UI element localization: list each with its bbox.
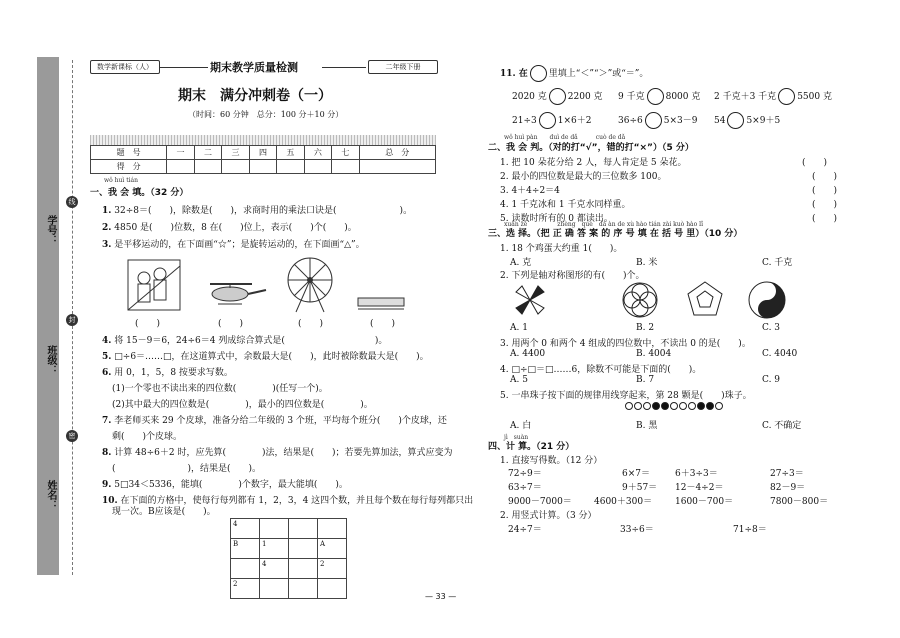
compare-right: 2200 克 [567,92,603,102]
grid-cell[interactable] [289,559,318,579]
picture-mark[interactable]: ( ) [135,319,161,329]
section3-pinyin: xuǎn zé zhèng què dá àn de xù hào tián zài kuò hào lǐ [504,221,703,228]
choice-option[interactable]: A. 克 [510,258,532,268]
paper-title: 期末 满分冲刺卷（一） [178,88,332,104]
seal-mark-dense: 密 [66,430,78,442]
q-text: 计算 48÷6＋2 时，应先算( )法，结果是( )；若要先算加法，算式应变为 [114,448,453,458]
grid-cell[interactable] [318,579,347,599]
section2-title: 二、我 会 判。（对的打“√”，错的打“×”）（5 分） [488,143,694,153]
table-row [91,146,436,160]
oral-calc[interactable]: 6＋3÷3＝ [675,469,718,479]
compare-left: 2020 克 [512,92,547,102]
q-number: 3. [102,240,112,250]
compare-item [618,88,700,105]
picture-mark[interactable]: ( ) [370,319,396,329]
table-row [231,579,347,599]
score-cell[interactable] [249,160,276,174]
compare-circle-icon [530,65,547,82]
bead-white-icon [715,402,723,410]
header-rule-right [322,67,366,68]
oral-calc[interactable]: 7800－800＝ [770,497,829,507]
score-header-cell: 六 [304,146,331,160]
compare-right: 5500 克 [797,92,832,102]
choice-q: 3. 用两个 0 和两个 4 组成的四位数中，不读出 0 的是( )。 [500,339,751,349]
ferris-wheel-icon [288,258,332,312]
score-row-label: 得 分 [91,160,167,174]
oral-calc[interactable]: 4600＋300＝ [594,497,653,507]
q8 [102,445,453,458]
compare-right: 5×9＋5 [746,116,781,126]
grid-cell[interactable]: 2 [231,579,260,599]
vertical-calc[interactable]: 24÷7＝ [508,525,542,535]
q-text: 李老师买来 29 个皮球，准备分给二年级的 3 个班，平均每个班分( )个皮球，还 [114,416,447,426]
grid-cell[interactable] [231,559,260,579]
judge-item: 3. 4＋4÷2＝4 [500,186,560,196]
choice-option[interactable]: C. 4040 [762,349,798,359]
compare-circle[interactable] [647,88,664,105]
compare-right: 5×3－9 [663,116,698,126]
train-icon [358,298,404,309]
compare-circle[interactable] [727,112,744,129]
bead-white-icon [688,402,696,410]
compare-right: 8000 克 [665,92,701,102]
bead-white-icon [643,402,651,410]
table-row [231,539,347,559]
choice-option[interactable]: A. 4400 [510,349,546,359]
q-number: 6. [102,368,112,378]
bead-white-icon [679,402,687,410]
judge-item: 5. 读数时所有的 0 都读出。 [500,214,613,224]
calc-sub1: 1. 直接写得数。（12 分） [500,456,603,466]
judge-item: 2. 最小的四位数是最大的三位数多 100。 [500,172,667,182]
q-number: 7. [102,416,112,426]
compare-left: 54 [714,116,726,126]
bead-string [625,401,724,411]
q-text: 将 15－9＝6，24÷6＝4 列成综合算式是( )。 [114,336,388,346]
section1-title: 一、我 会 填。（32 分） [90,188,189,198]
grid-cell[interactable]: B [231,539,260,559]
compare-left: 9 千克 [618,92,645,102]
score-header-cell: 五 [277,146,304,160]
q-number: 11. 在 [500,69,528,79]
oral-calc[interactable]: 12－4÷2＝ [675,483,724,493]
choice-option[interactable]: B. 4004 [636,349,672,359]
score-header-cell: 二 [194,146,221,160]
q9 [102,477,348,490]
student-id-label: 学号： [45,215,56,245]
bead-white-icon [625,402,633,410]
q-text: 用 0，1，5，8 按要求写数。 [114,368,233,378]
grid-cell[interactable]: 4 [260,559,289,579]
compare-item [714,88,832,105]
compare-item [714,112,780,129]
judge-blank[interactable]: ( ) [812,214,838,224]
section3-title: 三、选 择。（把 正 确 答 案 的 序 号 填 在 括 号 里）（10 分） [488,229,743,239]
score-header-cell: 四 [249,146,276,160]
choice-option[interactable]: B. 2 [636,323,655,333]
choice-option[interactable]: C. 3 [762,323,781,333]
section2-pinyin: wǒ huì pàn duì de dǎ cuò de dǎ [504,134,626,141]
oral-calc[interactable]: 9＋57＝ [622,483,658,493]
judge-blank[interactable]: ( ) [812,200,838,210]
choice-option[interactable]: C. 千克 [762,258,793,268]
score-header-cell: 三 [222,146,249,160]
oral-calc[interactable]: 72÷9＝ [508,469,542,479]
page-number: — 33 — [425,592,457,601]
q-number: 2. [102,223,112,233]
choice-q: 1. 18 个鸡蛋大约重 1( )。 [500,244,623,254]
number-grid [230,518,347,599]
bead-white-icon [634,402,642,410]
score-cell[interactable] [332,160,359,174]
choice-option[interactable]: B. 7 [636,375,655,385]
q-text: 5□34＜5336，能填( )个数字，最大能填( )。 [114,480,348,490]
vertical-calc[interactable]: 33÷6＝ [620,525,654,535]
escalator-icon [128,260,180,310]
calc-sub2: 2. 用竖式计算。（3 分） [500,511,597,521]
q6 [102,365,233,378]
q5 [102,349,429,362]
q-text: 里填上“＜”“＞”或“＝”。 [548,69,649,79]
table-row [231,559,347,579]
decorative-band [90,135,436,145]
q1 [102,203,412,216]
grid-cell[interactable] [318,519,347,539]
grid-cell[interactable]: 2 [318,559,347,579]
score-table [90,145,436,174]
q6-sub2: (2)其中最大的四位数是( )，最小的四位数是( )。 [112,400,373,410]
q-text: 在下面的方格中，使每行每列都有 1，2，3，4 这四个数，并且每个数在每行每列都只出 [120,496,474,506]
judge-blank[interactable]: ( ) [812,172,838,182]
textbook-badge: 数学新课标（人） [90,60,160,74]
score-header-cell: 总 分 [359,146,435,160]
oral-calc[interactable]: 63÷7＝ [508,483,542,493]
motion-pictures [120,252,420,314]
picture-mark[interactable]: ( ) [218,319,244,329]
grid-cell[interactable]: 4 [231,519,260,539]
compare-circle[interactable] [549,88,566,105]
table-row [231,519,347,539]
judge-blank[interactable]: ( ) [812,186,838,196]
flower-circle-icon [623,283,657,317]
score-header-cell: 一 [167,146,194,160]
vertical-calc[interactable]: 71÷8＝ [733,525,767,535]
q2 [102,220,357,233]
q-text: 是平移运动的，在下面画“☆”；是旋转运动的，在下面画“△”。 [114,240,365,250]
class-label: 班级： [45,345,56,375]
bead-black-icon [661,402,669,410]
grid-cell[interactable] [260,519,289,539]
grid-cell[interactable] [260,579,289,599]
oral-calc[interactable]: 27÷3＝ [770,469,804,479]
grid-cell[interactable]: A [318,539,347,559]
compare-item [512,112,591,129]
judge-item: 4. 1 千克冰和 1 千克水同样重。 [500,200,631,210]
compare-circle[interactable] [539,112,556,129]
score-cell[interactable] [222,160,249,174]
compare-circle[interactable] [645,112,662,129]
q4 [102,333,387,346]
q3 [102,237,365,250]
choice-option[interactable]: C. 9 [762,375,781,385]
section4-pinyin: jì suàn [504,434,529,441]
compare-left: 21÷3 [512,116,537,126]
symmetry-shapes [505,280,795,320]
q10-cont: 现一次。B应该是( )。 [112,507,216,517]
score-cell[interactable] [304,160,331,174]
compare-item [512,88,603,105]
judge-blank[interactable]: ( ) [802,158,828,168]
q7 [102,413,447,426]
grid-cell[interactable] [289,539,318,559]
score-cell[interactable] [277,160,304,174]
q-number: 5. [102,352,112,362]
choice-option[interactable]: A. 白 [510,421,532,431]
compare-left: 2 千克＋3 千克 [714,92,777,102]
score-header-cell: 题 号 [91,146,167,160]
score-cell[interactable] [359,160,435,174]
compare-item [618,112,697,129]
exam-title: 期末教学质量检测 [210,61,298,74]
choice-option[interactable]: B. 黑 [636,421,658,431]
oral-calc[interactable]: 1600－700＝ [675,497,734,507]
q-number: 8. [102,448,112,458]
oral-calc[interactable]: 9000－7000＝ [508,497,572,507]
q6-sub1: (1)一个零也不读出来的四位数( )(任写一个)。 [112,384,328,394]
score-header-cell: 七 [332,146,359,160]
bead-black-icon [706,402,714,410]
paper-subtitle: （时间：60 分钟 总分：100 分＋10 分） [188,110,344,119]
seal-mark-seal: 封 [66,314,78,326]
q-text: 4850 是( )位数，8 在( )位上，表示( )个( )。 [114,223,357,233]
oral-calc[interactable]: 82－9＝ [770,483,806,493]
q-number: 9. [102,480,112,490]
q11-title [500,65,648,82]
judge-item: 1. 把 10 朵花分给 2 人，每人肯定是 5 朵花。 [500,158,687,168]
choice-q: 2. 下列是轴对称图形的有( )个。 [500,271,645,281]
q-number: 1. [102,206,112,216]
grade-badge: 二年级下册 [368,60,438,74]
bead-black-icon [697,402,705,410]
pinwheel-icon [516,286,544,314]
compare-right: 1×6＋2 [557,116,592,126]
q-text: 32÷8＝( )，除数是( )，求商时用的乘法口诀是( )。 [114,206,413,216]
oral-calc[interactable]: 6×7＝ [622,469,650,479]
q-text: □÷6＝……□，在这道算式中，余数最大是( )，此时被除数最大是( )。 [114,352,429,362]
choice-q: 4. □÷□＝□……6，除数不可能是下面的( )。 [500,365,702,375]
helicopter-icon [210,284,266,304]
q7-cont: 剩( )个皮球。 [112,432,183,442]
grid-cell[interactable] [289,519,318,539]
section4-title: 四、计 算。（21 分） [488,442,575,452]
grid-cell[interactable] [289,579,318,599]
choice-option[interactable]: A. 5 [510,375,528,385]
header-rule-left [160,67,208,68]
choice-option[interactable]: B. 米 [636,258,658,268]
score-cell[interactable] [167,160,194,174]
q-number: 10. [102,496,118,506]
yin-yang-icon [749,282,785,318]
table-row [91,160,436,174]
name-label: 姓名： [45,480,56,510]
q-number: 4. [102,336,112,346]
seal-mark-line: 线 [66,196,78,208]
score-cell[interactable] [194,160,221,174]
choice-option[interactable]: A. 1 [510,323,528,333]
choice-q: 5. 一串珠子按下面的规律用线穿起来，第 28 颗是( )珠子。 [500,391,752,401]
section1-pinyin: wǒ huì tián [104,177,138,184]
picture-mark[interactable]: ( ) [298,319,324,329]
choice-option[interactable]: C. 不确定 [762,421,802,431]
compare-left: 36÷6 [618,116,643,126]
grid-cell[interactable]: 1 [260,539,289,559]
q8-cont: ( )，结果是( )。 [112,464,262,474]
bead-white-icon [670,402,678,410]
bead-black-icon [652,402,660,410]
pentagon-flower-icon [688,282,722,315]
compare-circle[interactable] [778,88,795,105]
